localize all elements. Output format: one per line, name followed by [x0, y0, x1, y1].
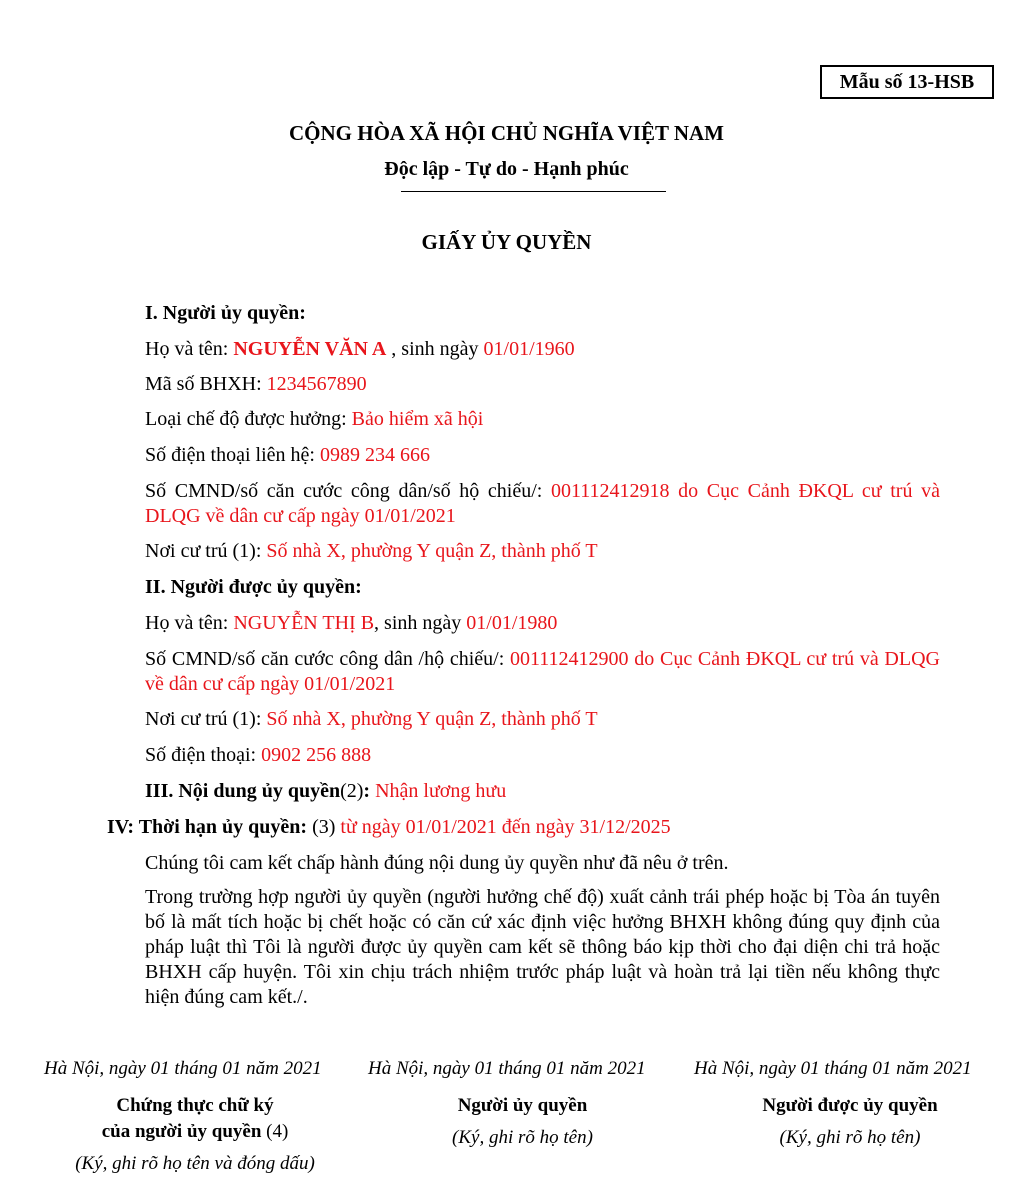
- grantor-sign-title: Người ủy quyền: [457, 1095, 588, 1116]
- grantor-sign-instruction: (Ký, ghi rõ họ tên): [452, 1127, 593, 1148]
- grantee-residence-line: [145, 707, 598, 731]
- grantee-phone-label: Số điện thoại:: [145, 744, 262, 766]
- grantor-id-line: [145, 479, 940, 529]
- grantee-sign-title: Người được ủy quyền: [762, 1095, 938, 1116]
- grantor-bhxh-label: Mã số BHXH:: [145, 373, 267, 395]
- grantee-id: 001112412900 do Cục Cảnh ĐKQL cư trú và DLQG về dân cư cấp ngày 01/01/2021: [145, 648, 940, 695]
- grantee-name-label: Họ và tên:: [145, 612, 234, 634]
- grantee-residence-label: Nơi cư trú (1):: [145, 708, 267, 730]
- grantor-name: NGUYỄN VĂN A: [233, 338, 387, 360]
- grantor-birth-label: , sinh ngày: [386, 338, 484, 360]
- document-title: GIẤY ỦY QUYỀN: [421, 230, 592, 254]
- grantor-phone-line: [145, 443, 430, 467]
- grantee-sign-date: Hà Nội, ngày 01 tháng 01 năm 2021: [694, 1058, 972, 1079]
- grantor-residence: Số nhà X, phường Y quận Z, thành phố T: [266, 540, 598, 562]
- authorization-period: từ ngày 01/01/2021 đến ngày 31/12/2025: [340, 816, 671, 838]
- grantee-id-line: [145, 647, 940, 697]
- grantor-name-label: Họ và tên:: [145, 338, 234, 360]
- grantor-phone: 0989 234 666: [319, 444, 430, 466]
- grantee-signature-block: [700, 1093, 1000, 1151]
- grantor-bhxh-number: 1234567890: [266, 373, 367, 395]
- grantor-name-line: [145, 337, 575, 361]
- grantor-bhxh-line: [145, 372, 367, 396]
- nation-header: CỘNG HÒA XÃ HỘI CHỦ NGHĨA VIỆT NAM: [288, 121, 725, 145]
- grantor-regime-line: [145, 407, 483, 431]
- certifier-title-line1: Chứng thực chữ ký: [116, 1095, 274, 1116]
- certifier-title-line2-wrap: [30, 1119, 360, 1145]
- section3-colon: :: [363, 780, 376, 802]
- grantee-sign-instruction: (Ký, ghi rõ họ tên): [779, 1127, 921, 1148]
- form-code-box: [820, 65, 994, 99]
- section1-heading: I. Người ủy quyền:: [145, 302, 306, 324]
- motto-underline: [401, 191, 666, 192]
- grantor-birth-date: 01/01/1960: [483, 338, 575, 360]
- grantor-phone-label: Số điện thoại liên hệ:: [145, 444, 320, 466]
- grantee-phone-line: [145, 743, 371, 767]
- grantee-id-label: Số CMND/số căn cước công dân /hộ chiếu/:: [145, 648, 510, 670]
- certifier-instruction: (Ký, ghi rõ họ tên và đóng dấu): [75, 1153, 315, 1174]
- motto: Độc lập - Tự do - Hạnh phúc: [384, 158, 629, 180]
- grantor-regime: Bảo hiểm xã hội: [351, 408, 484, 430]
- grantor-residence-label: Nơi cư trú (1):: [145, 540, 267, 562]
- commitment-text: Chúng tôi cam kết chấp hành đúng nội dung ủy quyền như đã nêu ở trên.: [145, 852, 729, 874]
- certifier-signature-block: [30, 1093, 360, 1177]
- grantor-residence-line: [145, 539, 598, 563]
- grantor-signature-block: [370, 1093, 675, 1151]
- grantee-residence: Số nhà X, phường Y quận Z, thành phố T: [266, 708, 598, 730]
- section3-heading: III. Nội dung ủy quyền: [145, 780, 341, 802]
- certifier-title-line2: của người ủy quyền: [101, 1121, 262, 1142]
- grantee-phone: 0902 256 888: [261, 744, 372, 766]
- grantor-sign-date: Hà Nội, ngày 01 tháng 01 năm 2021: [368, 1058, 646, 1079]
- section4-note: (3): [307, 816, 341, 838]
- grantee-name-line: [145, 611, 557, 635]
- certifier-date: Hà Nội, ngày 01 tháng 01 năm 2021: [44, 1058, 322, 1079]
- grantee-name: NGUYỄN THỊ B: [233, 612, 375, 634]
- grantor-regime-label: Loại chế độ được hưởng:: [145, 408, 352, 430]
- grantor-id: 001112412918 do Cục Cảnh ĐKQL cư trú và DLQG về dân cư cấp ngày 01/01/2021: [145, 480, 940, 527]
- section2-heading: II. Người được ủy quyền:: [145, 576, 362, 598]
- section4-heading: IV: Thời hạn ủy quyền:: [107, 816, 308, 838]
- grantee-birth-date: 01/01/1980: [466, 612, 558, 634]
- section3-note: (2): [340, 780, 364, 802]
- section4-line: [107, 815, 671, 839]
- grantee-birth-label: , sinh ngày: [374, 612, 467, 634]
- form-code: Mẫu số 13-HSB: [839, 70, 975, 93]
- grantor-id-label: Số CMND/số căn cước công dân/số hộ chiếu/:: [145, 480, 551, 502]
- section3-line: [145, 779, 506, 803]
- authorization-content: Nhận lương hưu: [375, 780, 507, 802]
- certifier-title-note: (4): [261, 1121, 289, 1142]
- liability-paragraph: Trong trường hợp người ủy quyền (người hưởng chế độ) xuất cảnh trái phép hoặc bị Tòa án tuyên bố là mất tích hoặc bị chết hoặc có căn cứ xác định việc hưởng BHXH không đúng quy định của pháp luật thì Tôi là người được ủy quyền cam kết sẽ thông báo kịp thời cho đại diện chi trả hoặc BHXH cấp huyện. Tôi xin chịu trách nhiệm trước pháp luật và hoàn trả lại tiền nếu không thực hiện đúng cam kết./.: [145, 886, 940, 1008]
